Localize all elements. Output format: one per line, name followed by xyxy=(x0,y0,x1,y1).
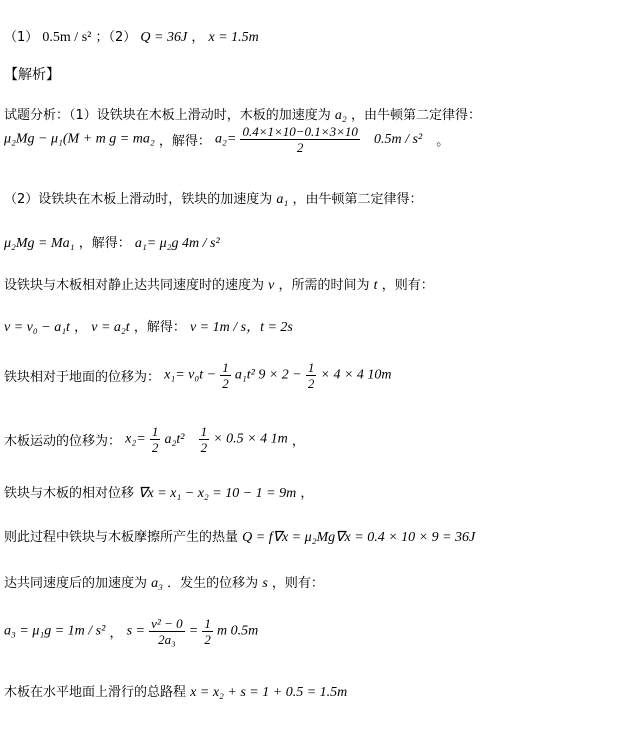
analysis-line-3 xyxy=(4,188,422,208)
fraction-numerator: 1 xyxy=(307,360,315,375)
answer-comma: ， xyxy=(191,30,205,45)
equation-result: v = 1m / s，t = 2s xyxy=(189,320,293,335)
fraction-numerator: 1 xyxy=(151,424,159,439)
equation: a₂= xyxy=(215,131,237,147)
equation: x = x₂ + s = 1 + 0.5 = 1.5m xyxy=(190,685,348,700)
fraction xyxy=(240,124,359,155)
text-segment: 铁块与木板的相对位移 xyxy=(4,486,135,501)
fraction-denominator: 2 xyxy=(222,376,229,391)
text-segment: 试题分析：（1）设铁块在木板上滑动时，木板的加速度为 xyxy=(4,108,331,123)
fraction xyxy=(202,616,213,647)
analysis-line-7 xyxy=(4,360,392,391)
math-symbol: a₁ xyxy=(276,192,289,207)
equation: ∇x = x₁ − x₂ = 10 − 1 = 9m xyxy=(138,486,297,501)
fraction-numerator: v² − 0 xyxy=(151,616,183,631)
analysis-line-5 xyxy=(4,274,434,294)
equation-result: a₁= μ₂g 4m / s² xyxy=(134,236,220,251)
equation: v = a₂t xyxy=(91,320,130,335)
fraction xyxy=(149,616,184,647)
math-symbol: a₃ xyxy=(151,576,164,591)
text-segment: ， xyxy=(300,486,314,501)
analysis-line-1 xyxy=(4,104,481,124)
analysis-line-13 xyxy=(4,681,347,701)
analysis-line-10 xyxy=(4,526,475,546)
text-segment: 则此过程中铁块与木板摩擦所产生的热量 xyxy=(4,530,239,545)
equation-result: × 0.5 × 4 1m xyxy=(213,431,288,447)
answer-acceleration: 0.5m / s² xyxy=(42,30,92,45)
equation: x₁= v₀t − xyxy=(164,367,217,383)
fraction-denominator: 2 xyxy=(204,632,211,647)
analysis-line-2 xyxy=(4,124,449,155)
text-segment: 木板在水平地面上滑行的总路程 xyxy=(4,685,187,700)
text-segment: ，由牛顿第二定律得： xyxy=(292,192,423,207)
text-segment: 设铁块与木板相对静止达共同速度时的速度为 xyxy=(4,278,265,293)
answer-line xyxy=(4,26,259,46)
equation: a₂t² xyxy=(164,431,185,447)
equation-result: × 4 × 4 10m xyxy=(320,367,392,383)
fraction xyxy=(306,360,317,391)
text-segment: ， xyxy=(74,320,88,335)
text-segment: （2）设铁块在木板上滑动时，铁块的加速度为 xyxy=(4,192,273,207)
equation: x₂= xyxy=(125,431,146,447)
answer-part1-label: （1） xyxy=(4,30,39,45)
equation: μ₂Mg = Ma₁ xyxy=(4,236,75,251)
equation: a₃ = μ₁g = 1m / s² xyxy=(4,623,106,639)
section-title: 【解析】 xyxy=(4,67,60,83)
math-symbol: v xyxy=(268,278,275,293)
equation: v = v₀ − a₁t xyxy=(4,320,70,335)
fraction-denominator: 2 xyxy=(151,440,159,455)
analysis-line-12 xyxy=(4,616,258,647)
analysis-line-9 xyxy=(4,482,313,502)
answer-heat: Q = 36J xyxy=(140,30,188,45)
math-symbol: s xyxy=(262,576,268,591)
equation: s = xyxy=(126,623,146,639)
fraction xyxy=(150,424,161,455)
answer-part2-label: ；（2） xyxy=(95,30,137,45)
equation: a₁t² 9 × 2 − xyxy=(234,367,302,383)
text-segment: 铁块相对于地面的位移为： xyxy=(4,370,161,385)
analysis-line-8 xyxy=(4,424,305,455)
text-segment: ，则有： xyxy=(381,278,434,293)
math-symbol: t xyxy=(373,278,378,293)
equation: = xyxy=(188,623,199,639)
fraction xyxy=(199,424,210,455)
text-segment: ．发生的位移为 xyxy=(167,576,259,591)
equation: μ₂Mg − μ₁(M + m g = ma₂ xyxy=(4,131,155,147)
fraction xyxy=(220,360,231,391)
fraction-denominator: 2 xyxy=(296,140,304,155)
equation-result: 0.5m / s² xyxy=(374,131,423,147)
fraction-numerator: 1 xyxy=(204,616,211,631)
text-segment: ，所需的时间为 xyxy=(278,278,370,293)
math-symbol: a₂ xyxy=(334,108,347,123)
analysis-line-6 xyxy=(4,316,293,336)
equation: Q = f∇x = μ₂Mg∇x = 0.4 × 10 × 9 = 36J xyxy=(242,530,476,545)
fraction-denominator: 2a₃ xyxy=(158,632,176,647)
text-segment: ，解得： xyxy=(133,320,186,335)
text-segment: ，解得： xyxy=(78,236,131,251)
text-segment: 达共同速度后的加速度为 xyxy=(4,576,148,591)
fraction-denominator: 2 xyxy=(307,376,315,391)
fraction-numerator: 0.4×1×10−0.1×3×10 xyxy=(242,124,358,139)
text-segment: ， xyxy=(109,626,123,641)
equation-result: m 0.5m xyxy=(216,623,259,639)
analysis-line-11 xyxy=(4,572,324,592)
text-segment: 木板运动的位移为： xyxy=(4,434,122,449)
text-segment: 。 xyxy=(436,134,450,149)
fraction-numerator: 1 xyxy=(222,360,229,375)
text-segment: ，则有： xyxy=(271,576,324,591)
text-segment: ， xyxy=(291,434,305,449)
answer-distance: x = 1.5m xyxy=(208,30,259,45)
text-segment: ，解得： xyxy=(158,134,211,149)
fraction-denominator: 2 xyxy=(200,440,208,455)
fraction-numerator: 1 xyxy=(200,424,208,439)
text-segment: ，由牛顿第二定律得： xyxy=(350,108,481,123)
analysis-line-4 xyxy=(4,232,220,252)
